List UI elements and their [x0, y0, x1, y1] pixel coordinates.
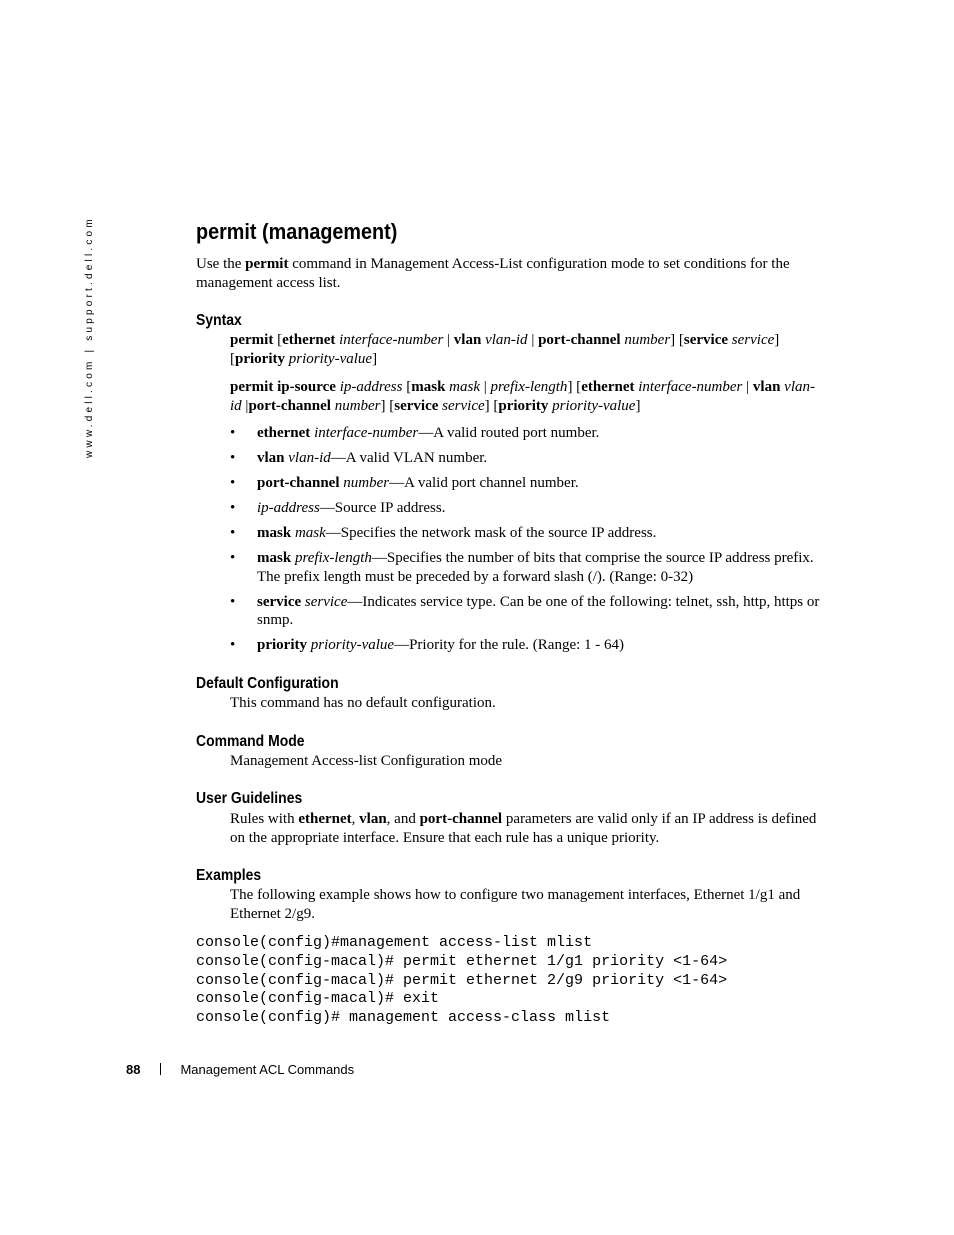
- syntax-text: |: [527, 332, 539, 348]
- footer-divider: [160, 1063, 161, 1075]
- syntax-param: interface-number: [339, 332, 444, 348]
- syntax-keyword: service: [683, 332, 729, 348]
- param-keyword: port-channel: [257, 475, 340, 491]
- bullet-icon: •: [230, 450, 236, 466]
- default-configuration-heading: Default Configuration: [196, 675, 339, 692]
- list-item: [230, 549, 820, 586]
- syntax-text: |: [480, 379, 491, 395]
- guideline-keyword: port-channel: [419, 811, 503, 827]
- syntax-text: [: [273, 332, 283, 348]
- list-item: [230, 593, 820, 630]
- param-name: number: [343, 475, 390, 491]
- syntax-text: ] [: [484, 397, 499, 414]
- list-item: [230, 474, 820, 493]
- list-item: [230, 499, 820, 518]
- examples-heading: Examples: [196, 867, 262, 884]
- syntax-line-2: [230, 378, 820, 415]
- intro-text: command in Management Access-List configuration mode to set conditions for the management access list.: [196, 256, 790, 291]
- syntax-keyword: service: [394, 397, 439, 414]
- user-guidelines-heading: User Guidelines: [196, 790, 303, 807]
- bullet-icon: •: [230, 550, 236, 566]
- param-description: —Source IP address.: [319, 500, 446, 516]
- syntax-keyword: port-channel: [248, 397, 331, 414]
- param-name: priority-value: [310, 637, 395, 653]
- syntax-param: number: [624, 332, 671, 348]
- syntax-text: [: [402, 379, 412, 395]
- syntax-param: service: [442, 397, 485, 414]
- param-description: —A valid port channel number.: [389, 475, 579, 491]
- intro-paragraph: [196, 255, 836, 292]
- syntax-param: prefix-length: [490, 379, 568, 395]
- examples-text: The following example shows how to configure two management interfaces, Ethernet 1/g1 and Ethernet 2/g9.: [230, 887, 801, 922]
- param-keyword: mask: [257, 550, 292, 566]
- command-mode-text: Management Access-list Configuration mode: [230, 753, 503, 769]
- user-guidelines-text: [230, 810, 820, 847]
- page-footer: [126, 1061, 354, 1079]
- parameter-list: [230, 424, 820, 661]
- syntax-param: number: [334, 397, 381, 414]
- param-keyword: priority: [257, 637, 307, 653]
- param-keyword: vlan: [257, 450, 285, 466]
- code-line: console(config-macal)# permit ethernet 1/g1 priority <1-64>: [196, 952, 728, 970]
- param-keyword: ethernet: [257, 425, 311, 441]
- param-name: interface-number: [314, 425, 419, 441]
- bullet-icon: •: [230, 425, 236, 441]
- bullet-icon: •: [230, 525, 236, 541]
- syntax-text: ] [: [230, 332, 780, 367]
- side-url: www.dell.com | support.dell.com: [84, 216, 95, 458]
- syntax-line-1: [230, 331, 820, 368]
- list-item: [230, 636, 820, 655]
- syntax-text: |: [241, 397, 249, 414]
- syntax-text: |: [742, 379, 753, 395]
- guideline-keyword: ethernet: [298, 811, 352, 827]
- syntax-param: interface-number: [638, 379, 743, 395]
- param-name: mask: [294, 525, 326, 541]
- guideline-text: , and: [386, 811, 420, 827]
- param-name: prefix-length: [294, 550, 372, 566]
- param-description: —Specifies the network mask of the source IP address.: [325, 525, 657, 541]
- code-line: console(config-macal)# permit ethernet 2/g9 priority <1-64>: [196, 971, 728, 989]
- code-example: [196, 934, 727, 1028]
- bullet-icon: •: [230, 475, 236, 491]
- syntax-keyword: ethernet: [581, 379, 635, 395]
- syntax-text: ] [: [567, 379, 582, 395]
- param-description: —Specifies the number of bits that comprise the source IP address prefix. The prefix length must be preceded by a forward slash (/). (Range: 0-32): [257, 550, 814, 585]
- syntax-keyword: port-channel: [538, 332, 621, 348]
- intro-text: Use the: [196, 256, 246, 272]
- guideline-text: ,: [351, 811, 360, 827]
- syntax-param: vlan-id: [230, 379, 815, 414]
- syntax-keyword: mask: [411, 379, 446, 395]
- param-name: vlan-id: [288, 450, 331, 466]
- bullet-icon: •: [230, 593, 236, 610]
- guideline-text: parameters are valid only if an IP address is defined on the appropriate interface. Ensure that each rule has a unique priority.: [230, 811, 817, 846]
- syntax-text: ] [: [380, 397, 395, 414]
- code-line: console(config-macal)# exit: [196, 990, 440, 1008]
- syntax-param: priority-value: [288, 350, 373, 367]
- param-description: —A valid routed port number.: [418, 425, 600, 441]
- syntax-heading: Syntax: [196, 312, 242, 329]
- bullet-icon: •: [230, 500, 236, 516]
- list-item: [230, 524, 820, 543]
- bullet-icon: •: [230, 637, 236, 653]
- page-number: 88: [126, 1062, 141, 1077]
- page-title: permit (management): [196, 219, 398, 244]
- param-description: —Priority for the rule. (Range: 1 - 64): [394, 637, 625, 653]
- default-configuration-text: This command has no default configuration.: [230, 695, 496, 711]
- intro-keyword: permit: [245, 256, 289, 272]
- param-keyword: mask: [257, 525, 292, 541]
- syntax-text: ]: [372, 350, 378, 367]
- syntax-keyword: priority: [498, 397, 549, 414]
- param-description: —Indicates service type. Can be one of the following: telnet, ssh, http, https or snmp.: [257, 593, 820, 628]
- syntax-keyword: vlan: [752, 379, 781, 395]
- syntax-keyword: priority: [235, 350, 285, 367]
- footer-section-title: Management ACL Commands: [180, 1062, 355, 1077]
- param-description: —A valid VLAN number.: [330, 450, 488, 466]
- list-item: [230, 424, 820, 443]
- guideline-text: Rules with: [230, 811, 299, 827]
- param-name: ip-address: [257, 500, 320, 516]
- list-item: [230, 449, 820, 468]
- code-line: console(config)# management access-class mlist: [196, 1009, 611, 1027]
- syntax-text: ] [: [670, 332, 684, 348]
- syntax-keyword: vlan: [453, 332, 482, 348]
- param-name: service: [304, 593, 348, 610]
- code-line: console(config)#management access-list mlist: [196, 934, 593, 951]
- syntax-keyword: permit: [230, 332, 274, 348]
- syntax-keyword: permit ip-source: [230, 379, 336, 395]
- param-keyword: service: [257, 593, 302, 610]
- syntax-param: service: [731, 332, 775, 348]
- syntax-text: |: [443, 332, 454, 348]
- syntax-keyword: ethernet: [282, 332, 336, 348]
- syntax-param: priority-value: [552, 397, 636, 414]
- syntax-param: ip-address: [339, 379, 403, 395]
- syntax-param: vlan-id: [485, 332, 528, 348]
- guideline-keyword: vlan: [359, 811, 387, 827]
- syntax-param: mask: [449, 379, 480, 395]
- syntax-text: ]: [635, 397, 641, 414]
- command-mode-heading: Command Mode: [196, 733, 305, 750]
